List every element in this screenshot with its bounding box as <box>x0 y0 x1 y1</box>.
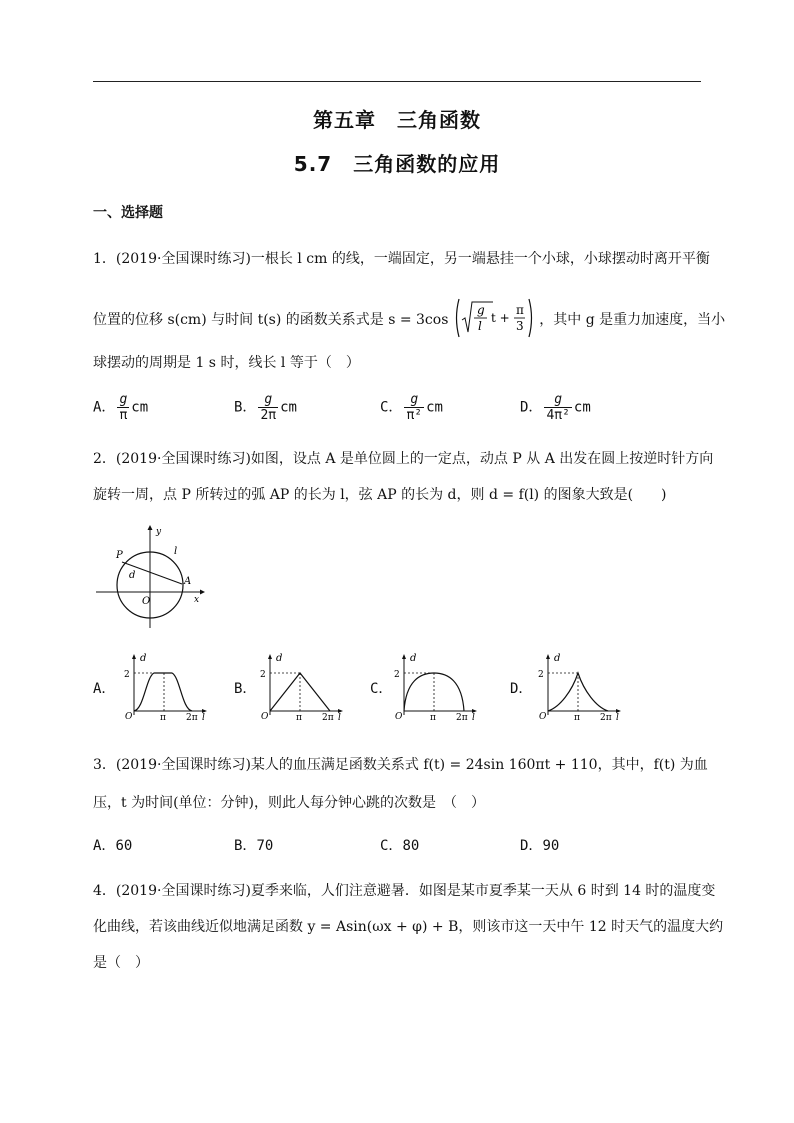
q1-formula-svg <box>453 296 535 340</box>
option-label: A． <box>93 838 116 854</box>
g-label-d: d <box>140 653 147 664</box>
q1-option-b[interactable] <box>234 392 297 423</box>
q2-option-d-graph[interactable] <box>530 651 622 721</box>
option-value: 80 <box>402 838 420 854</box>
option-label: B． <box>234 399 257 416</box>
g-label-d: d <box>554 653 561 664</box>
chapter-title: 第五章 三角函数 <box>313 108 481 132</box>
axis-arrow-icon <box>546 654 550 659</box>
option-unit: cm <box>573 399 591 416</box>
q1-formula <box>453 296 535 344</box>
axis-arrow-icon <box>268 654 272 659</box>
g-label-2: 2 <box>394 670 400 680</box>
g-label-pi: π <box>296 713 302 721</box>
q1-formula-three: 3 <box>515 319 524 333</box>
q3-line-1: 3．(2019·全国课时练习)某人的血压满足函数关系式 f(t) = 24sin 160πt + 110，其中，f(t) 为血 <box>93 757 708 773</box>
option-unit: cm <box>426 399 443 416</box>
label-a: A <box>184 576 192 587</box>
option-frac: $\frac{g}{2\pi}$ <box>260 392 277 423</box>
header-rule <box>93 81 701 82</box>
q3-line-2: 压，t 为时间(单位：分钟)，则此人每分钟心跳的次数是 （ ） <box>93 795 485 811</box>
g-label-o: O <box>125 712 133 721</box>
q2-option-a-label[interactable]: A． <box>93 681 116 697</box>
g-label-pi: π <box>430 713 436 721</box>
g-label-d: d <box>410 653 417 664</box>
q1-formula-rest: t + <box>490 311 510 325</box>
label-y: y <box>156 527 162 537</box>
g-label-l: l <box>616 713 619 721</box>
q1-option-c[interactable] <box>380 392 443 423</box>
q2-option-d-label[interactable]: D． <box>510 681 533 697</box>
g-label-l: l <box>202 713 205 721</box>
q2-option-c-label[interactable]: C． <box>370 681 393 697</box>
q2-option-a-graph[interactable] <box>116 651 208 721</box>
q3-option-b[interactable] <box>234 835 273 855</box>
label-l: l <box>174 546 178 557</box>
q2-option-b-label[interactable]: B． <box>234 681 257 697</box>
label-o: O <box>142 596 151 607</box>
g-label-2pi: 2π <box>186 713 198 721</box>
x-axis-arrow-icon <box>200 590 205 595</box>
option-label: A． <box>93 399 116 416</box>
g-label-o: O <box>395 712 403 721</box>
q1-line-2 <box>93 296 725 344</box>
q3-option-c[interactable] <box>380 835 419 855</box>
q3-option-d[interactable] <box>520 835 559 855</box>
option-label: C． <box>380 838 403 854</box>
option-value: 90 <box>542 838 560 854</box>
q1-formula-l: l <box>477 319 482 333</box>
g-label-o: O <box>539 712 547 721</box>
q1-line-3: 球摆动的周期是 1 s 时，线长 l 等于（ ） <box>93 355 360 371</box>
q2-option-c-graph[interactable] <box>386 651 478 721</box>
q1-line-1: 1．(2019·全国课时练习)一根长 l cm 的线，一端固定，另一端悬挂一个小球，小球摆动时离开平衡 <box>93 251 710 267</box>
label-x: x <box>194 595 200 605</box>
q2-option-b-graph[interactable] <box>252 651 344 721</box>
q2-line-2: 旋转一周，点 P 所转过的弧 AP 的长为 l，弦 AP 的长为 d，则 d = f(l) 的图象大致是( ) <box>93 487 667 503</box>
q4-line-3: 是（ ） <box>93 955 149 971</box>
y-axis-arrow-icon <box>148 525 153 530</box>
q4-line-2: 化曲线，若该曲线近似地满足函数 y = Asin(ωx + φ) + B，则该市这一天中午 12 时天气的温度大约 <box>93 919 724 935</box>
g-label-2pi: 2π <box>456 713 468 721</box>
g-label-2pi: 2π <box>322 713 334 721</box>
q1-line-2-pre: 位置的位移 s(cm) 与时间 t(s) 的函数关系式是 s = 3cos <box>93 312 449 328</box>
option-unit: cm <box>280 399 297 416</box>
option-label: C． <box>380 399 403 416</box>
option-label: D． <box>520 399 543 416</box>
g-label-2: 2 <box>260 670 266 680</box>
g-label-pi: π <box>160 713 166 721</box>
q1-option-d[interactable] <box>520 392 591 423</box>
q1-option-a[interactable] <box>93 392 148 423</box>
q3-option-a[interactable] <box>93 835 132 855</box>
g-label-o: O <box>261 712 269 721</box>
g-label-2: 2 <box>538 670 544 680</box>
q1-formula-g: g <box>476 303 485 317</box>
option-frac: $\frac{g}{\text{π²}}$ <box>406 392 423 423</box>
g-label-l: l <box>472 713 475 721</box>
axis-arrow-icon <box>402 654 406 659</box>
section-title: 5.7 三角函数的应用 <box>293 152 501 176</box>
curve <box>134 673 192 711</box>
label-p: P <box>116 550 123 561</box>
g-label-l: l <box>338 713 341 721</box>
q1-formula-pi: π <box>515 303 524 317</box>
axis-arrow-icon <box>132 654 136 659</box>
g-label-d: d <box>276 653 283 664</box>
g-label-pi: π <box>574 713 580 721</box>
question-type-heading: 一、选择题 <box>93 205 163 221</box>
option-label: D． <box>520 838 543 854</box>
q1-line-2-post: ，其中 g 是重力加速度，当小 <box>539 312 726 328</box>
q2-unit-circle-figure <box>96 524 206 632</box>
q2-line-1: 2．(2019·全国课时练习)如图，设点 A 是单位圆上的一定点，动点 P 从 A 出发在圆上按逆时针方向 <box>93 451 714 467</box>
option-frac: $\frac{g}{\text{4π²}}$ <box>546 392 570 423</box>
option-unit: cm <box>131 399 149 416</box>
label-d: d <box>129 570 136 581</box>
g-label-2: 2 <box>124 670 130 680</box>
option-value: 60 <box>115 838 133 854</box>
g-label-2pi: 2π <box>600 713 612 721</box>
option-frac: $\frac{g}{\pi}$ <box>119 392 128 423</box>
q4-line-1: 4．(2019·全国课时练习)夏季来临，人们注意避暑．如图是某市夏季某一天从 6 时到 14 时的温度变 <box>93 883 716 899</box>
option-label: B． <box>234 838 257 854</box>
option-value: 70 <box>256 838 274 854</box>
